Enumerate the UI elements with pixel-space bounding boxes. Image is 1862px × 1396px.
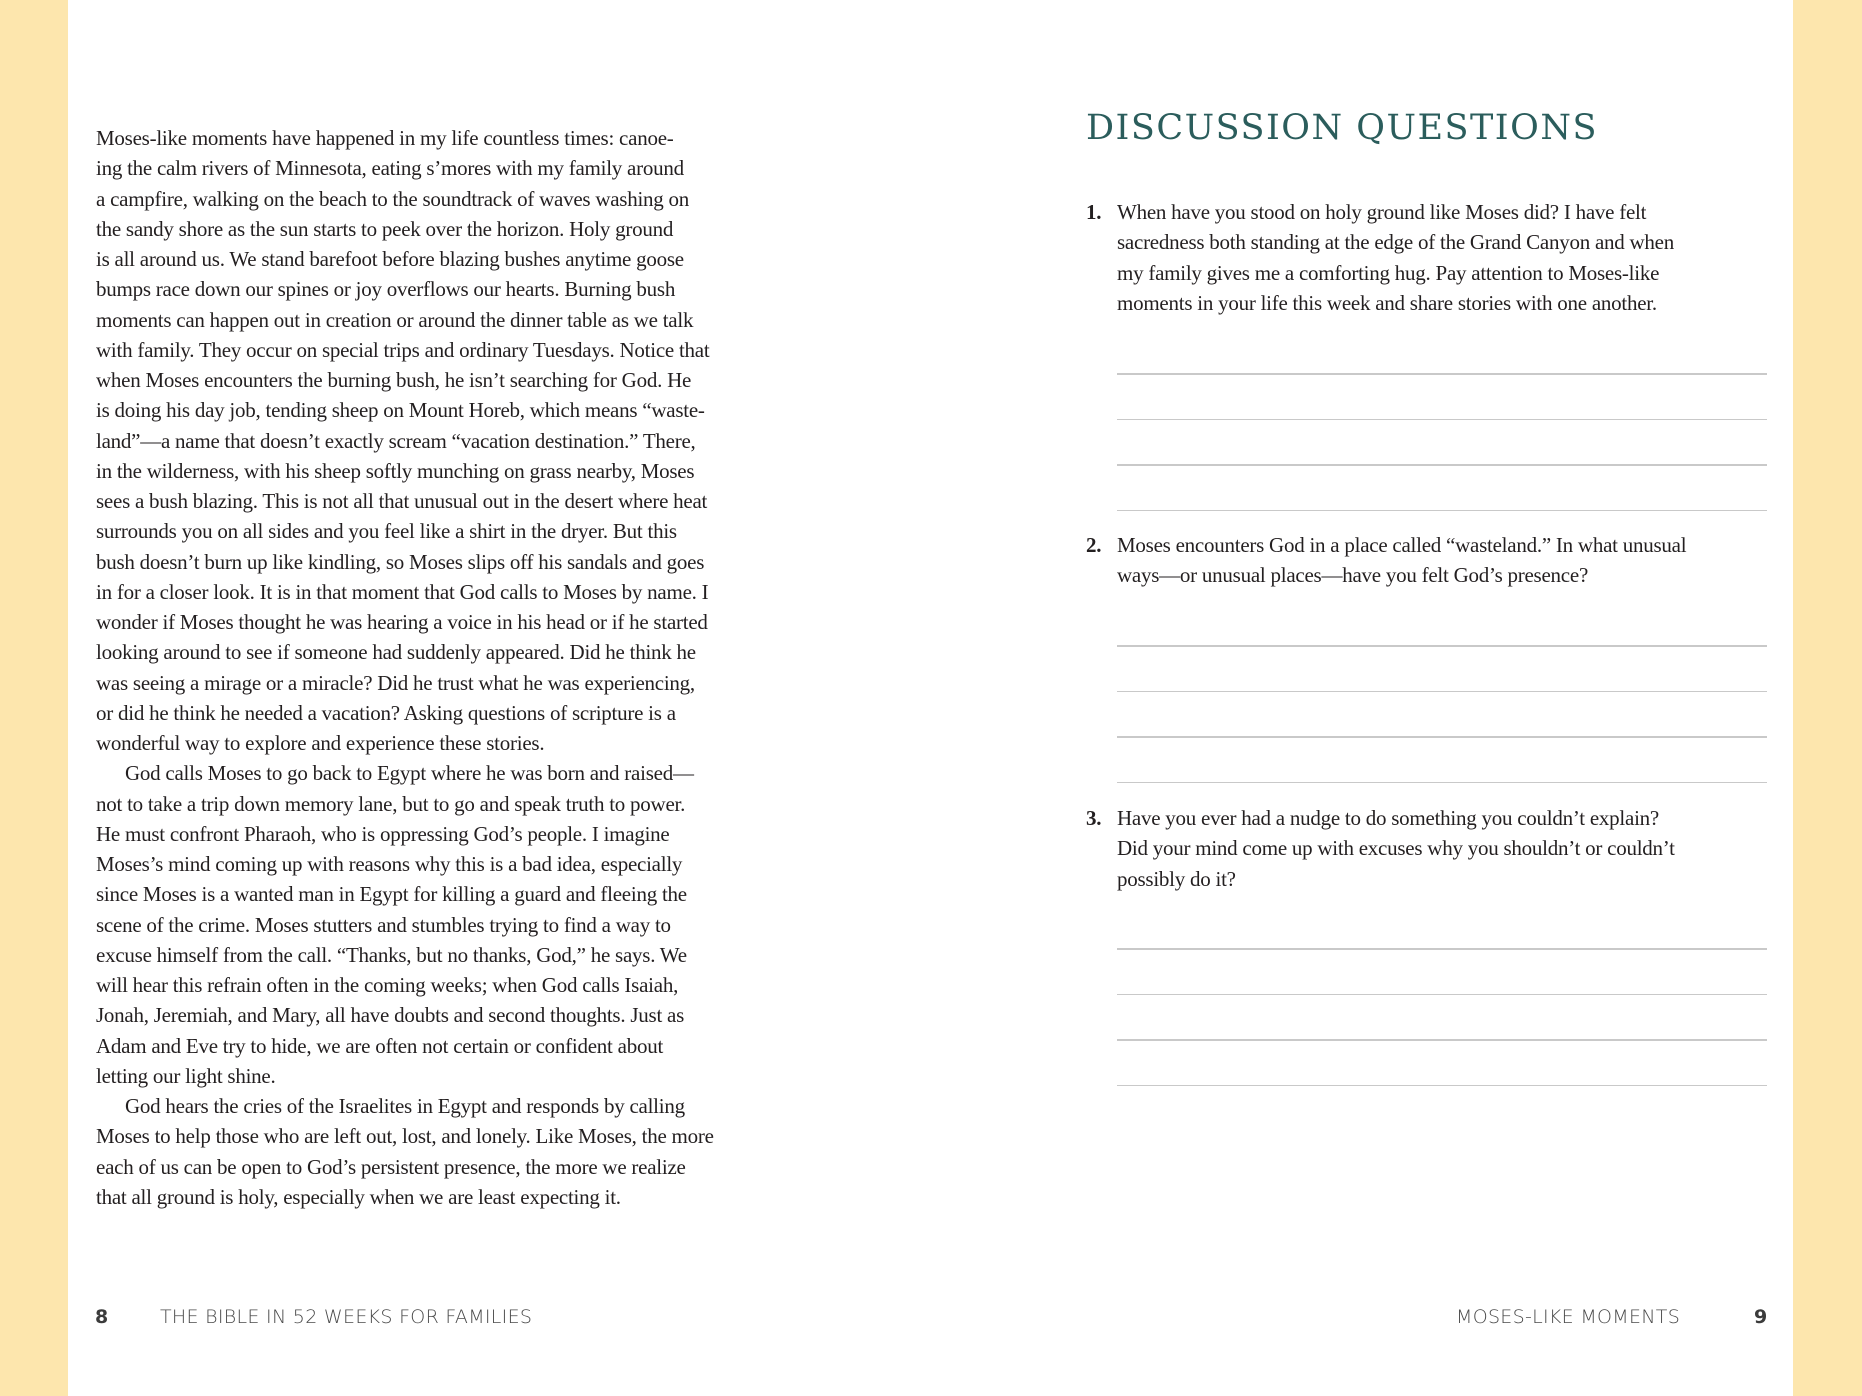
question-line: Have you ever had a nudge to do something you couldn’t explain? — [1117, 806, 1659, 830]
answer-line — [1117, 373, 1767, 375]
text-line: looking around to see if someone had suddenly appeared. Did he think he — [96, 640, 696, 665]
answer-area-1[interactable] — [1117, 373, 1767, 555]
paragraph-3 — [96, 1091, 786, 1212]
question-number: 1. — [1086, 200, 1102, 224]
text-line: excuse himself from the call. “Thanks, but no thanks, God,” he says. We — [96, 942, 687, 967]
text-line: wonder if Moses thought he was hearing a voice in his head or if he started — [96, 610, 708, 634]
text-line: is all around us. We stand barefoot before blazing bushes anytime goose — [96, 247, 684, 271]
question-line: moments in your life this week and share stories with one another. — [1117, 290, 1657, 315]
paragraph-2 — [96, 758, 786, 1091]
text-line: He must confront Pharaoh, who is oppressing God’s people. I imagine — [96, 821, 670, 846]
answer-line — [1117, 464, 1767, 466]
text-line: when Moses encounters the burning bush, he isn’t searching for God. He — [96, 368, 692, 392]
question-line: Moses encounters God in a place called “wasteland.” In what unusual — [1117, 533, 1687, 557]
text-line: that all ground is holy, especially when we are least expecting it. — [96, 1184, 621, 1209]
left-running-head: THE BIBLE IN 52 WEEKS FOR FAMILIES — [160, 1306, 533, 1328]
answer-line — [1117, 994, 1767, 996]
answer-line — [1117, 1085, 1767, 1087]
page-edge-right — [1793, 0, 1862, 1396]
text-line: Moses to help those who are left out, lost, and lonely. Like Moses, the more — [96, 1124, 714, 1149]
left-page-body — [96, 123, 786, 1212]
question-line: sacredness both standing at the edge of the Grand Canyon and when — [1117, 230, 1675, 255]
question-line: possibly do it? — [1117, 866, 1236, 891]
text-line: since Moses is a wanted man in Egypt for killing a guard and fleeing the — [96, 882, 687, 907]
text-line: wonderful way to explore and experience these stories. — [96, 731, 545, 755]
page-edge-left — [0, 0, 68, 1396]
question-line: Did your mind come up with excuses why you shouldn’t or couldn’t — [1117, 836, 1675, 861]
text-line: will hear this refrain often in the coming weeks; when God calls Isaiah, — [96, 973, 679, 997]
text-line: in the wilderness, with his sheep softly munching on grass nearby, Moses — [96, 458, 695, 483]
answer-line — [1117, 510, 1767, 512]
text-line: Moses’s mind coming up with reasons why this is a bad idea, especially — [96, 852, 683, 876]
question-1 — [1086, 197, 1776, 318]
answer-area-3[interactable] — [1117, 948, 1767, 1130]
answer-line — [1117, 948, 1767, 950]
question-3 — [1086, 803, 1776, 894]
text-line: each of us can be open to God’s persistent presence, the more we realize — [96, 1154, 686, 1179]
text-line: was seeing a mirage or a miracle? Did he trust what he was experiencing, — [96, 670, 695, 695]
answer-line — [1117, 736, 1767, 738]
answer-line — [1117, 419, 1767, 421]
text-line: ing the calm rivers of Minnesota, eating s’mores with my family around — [96, 156, 684, 181]
left-page-number: 8 — [95, 1306, 109, 1328]
text-line: moments can happen out in creation or around the dinner table as we talk — [96, 307, 694, 332]
question-line: When have you stood on holy ground like Moses did? I have felt — [1117, 200, 1647, 224]
answer-line — [1117, 782, 1767, 784]
text-line: the sandy shore as the sun starts to peek over the horizon. Holy ground — [96, 216, 674, 241]
text-line: not to take a trip down memory lane, but to go and speak truth to power. — [96, 791, 686, 816]
paragraph-1 — [96, 123, 786, 758]
text-line: land”—a name that doesn’t exactly scream “vacation destination.” There, — [96, 428, 696, 453]
text-line: is doing his day job, tending sheep on Mount Horeb, which means “waste- — [96, 398, 705, 423]
text-line: Jonah, Jeremiah, and Mary, all have doubts and second thoughts. Just as — [96, 1003, 685, 1028]
question-number: 2. — [1086, 533, 1102, 557]
text-line: bush doesn’t burn up like kindling, so Moses slips off his sandals and goes — [96, 549, 705, 574]
text-line: scene of the crime. Moses stutters and stumbles trying to find a way to — [96, 912, 671, 937]
text-line: Moses-like moments have happened in my life countless times: canoe- — [96, 126, 674, 150]
answer-line — [1117, 691, 1767, 693]
question-2 — [1086, 530, 1776, 591]
right-page-number: 9 — [1754, 1306, 1768, 1328]
text-line: bumps race down our spines or joy overflows our hearts. Burning bush — [96, 277, 676, 302]
section-title: DISCUSSION QUESTIONS — [1086, 108, 1598, 148]
text-line: surrounds you on all sides and you feel like a shirt in the dryer. But this — [96, 519, 677, 544]
right-running-head: MOSES-LIKE MOMENTS — [1456, 1306, 1681, 1328]
text-line: sees a bush blazing. This is not all that unusual out in the desert where heat — [96, 489, 708, 513]
answer-area-2[interactable] — [1117, 645, 1767, 827]
text-line: Adam and Eve try to hide, we are often not certain or confident about — [96, 1033, 664, 1058]
question-number: 3. — [1086, 806, 1102, 830]
text-line: or did he think he needed a vacation? Asking questions of scripture is a — [96, 700, 676, 725]
text-line: God hears the cries of the Israelites in Egypt and responds by calling — [125, 1094, 685, 1118]
text-line: in for a closer look. It is in that moment that God calls to Moses by name. I — [96, 579, 709, 604]
answer-line — [1117, 1039, 1767, 1041]
text-line: letting our light shine. — [96, 1063, 276, 1088]
text-line: God calls Moses to go back to Egypt where he was born and raised— — [125, 761, 694, 786]
answer-line — [1117, 645, 1767, 647]
question-line: my family gives me a comforting hug. Pay attention to Moses-like — [1117, 260, 1660, 285]
question-line: ways—or unusual places—have you felt God’s presence? — [1117, 563, 1589, 588]
text-line: with family. They occur on special trips and ordinary Tuesdays. Notice that — [96, 337, 710, 362]
text-line: a campfire, walking on the beach to the soundtrack of waves washing on — [96, 186, 690, 211]
